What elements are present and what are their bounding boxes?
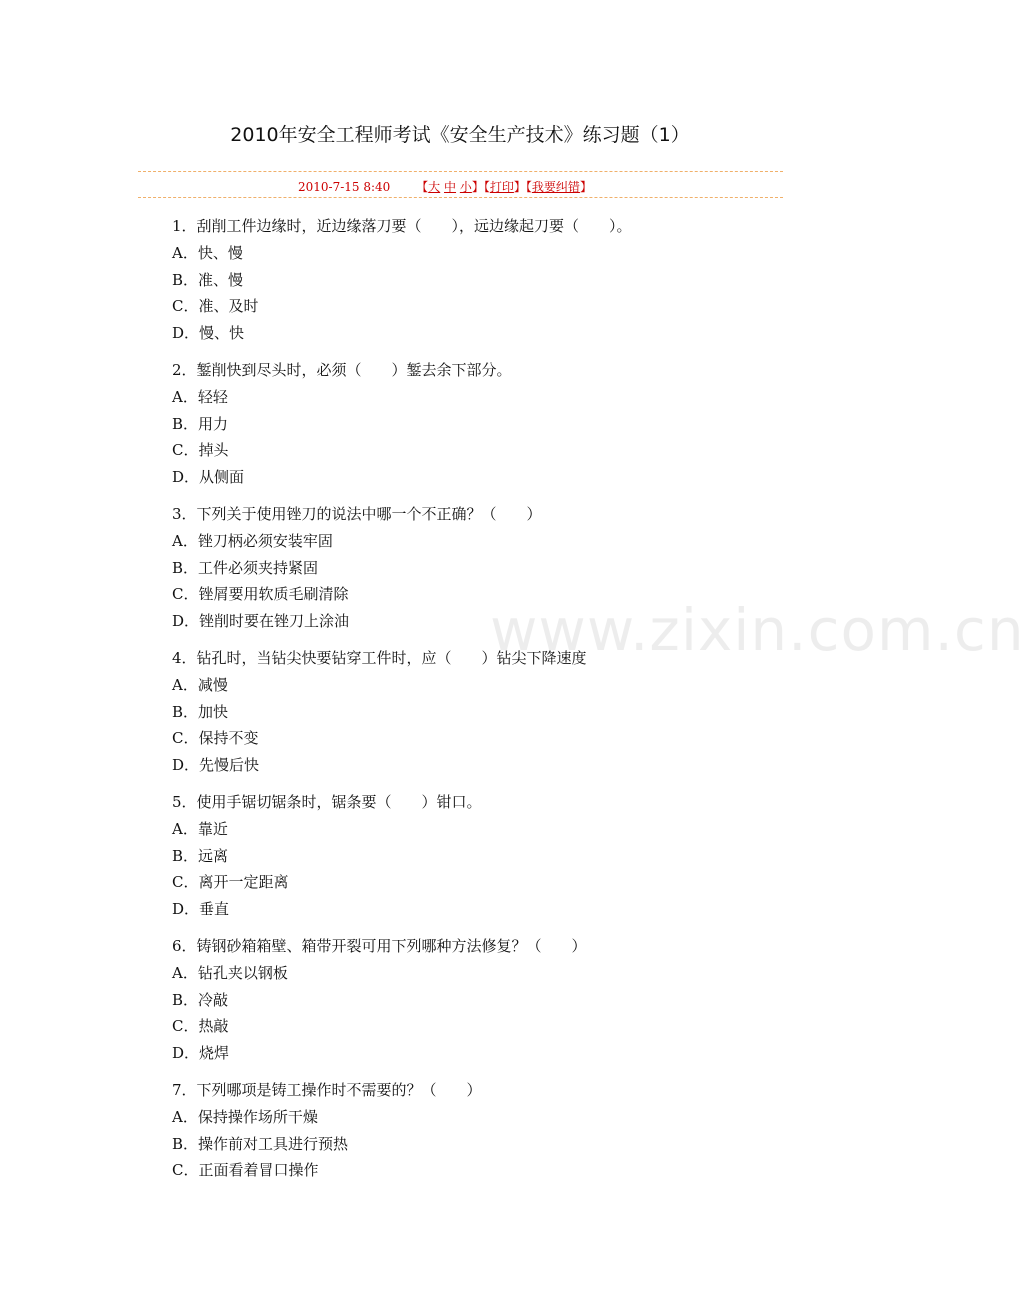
publish-date: 2010-7-15 8:40 [298,180,391,194]
watermark: www.zixin.com.cn [490,596,1025,664]
answer-option: C．正面看着冒口操作 [172,1161,319,1180]
bracket-close: 】【 [513,180,532,194]
answer-option: A．减慢 [172,675,228,694]
print-link[interactable]: 打印 [489,180,514,194]
question-block [172,501,772,635]
question-block [172,213,772,347]
answer-option: D．烧焊 [172,1044,230,1063]
answer-option: D．锉削时要在锉刀上涂油 [172,612,350,631]
question-block [172,1077,772,1184]
question-block [172,645,772,779]
answer-option: B．工件必须夹持紧固 [172,558,319,577]
question-block [172,789,772,923]
divider-top [138,171,783,172]
page-title: 2010年安全工程师考试《安全生产技术》练习题（1） [230,124,690,146]
answer-option: C．掉头 [172,441,229,460]
article-meta [298,178,592,196]
report-error-link[interactable]: 我要纠错 [531,180,580,194]
answer-option: A．钻孔夹以钢板 [172,963,288,982]
question-text: 3．下列关于使用锉刀的说法中哪一个不正确？（ ） [172,504,542,523]
answer-option: B．操作前对工具进行预热 [172,1134,349,1153]
answer-option: A．保持操作场所干燥 [172,1107,318,1126]
answer-option: A．轻轻 [172,387,228,406]
answer-option: B．冷敲 [172,990,229,1009]
question-block [172,357,772,491]
question-text: 2．錾削快到尽头时，必须（ ）錾去余下部分。 [172,360,512,379]
divider-bottom [138,197,783,198]
answer-option: D．慢、快 [172,324,245,343]
question-block [172,933,772,1067]
question-text: 1．刮削工件边缘时，近边缘落刀要（ ），远边缘起刀要（ ）。 [172,217,632,235]
answer-option: C．准、及时 [172,297,259,316]
question-text: 4．钻孔时，当钻尖快要钻穿工件时，应（ ）钻尖下降速度 [172,648,587,667]
font-size-medium-link[interactable]: 中 [444,180,457,194]
answer-option: C．热敲 [172,1017,229,1036]
question-list [172,213,772,1194]
answer-option: C．保持不变 [172,729,259,748]
answer-option: B．加快 [172,702,229,721]
bracket-close: 】 [579,180,592,194]
question-text: 7．下列哪项是铸工操作时不需要的？（ ） [172,1080,482,1099]
answer-option: C．离开一定距离 [172,873,289,892]
answer-option: D．从侧面 [172,468,245,487]
answer-option: D．垂直 [172,900,230,919]
bracket-close: 】【 [471,180,490,194]
font-size-small-link[interactable]: 小 [459,180,472,194]
answer-option: C．锉屑要用软质毛刷清除 [172,585,349,604]
font-size-large-link[interactable]: 大 [428,180,441,194]
answer-option: A．快、慢 [172,243,243,262]
answer-option: A．靠近 [172,819,228,838]
answer-option: D．先慢后快 [172,756,260,775]
answer-option: B．准、慢 [172,270,244,289]
answer-option: A．锉刀柄必须安装牢固 [172,531,333,550]
bracket-open: 【 [416,180,429,194]
answer-option: B．用力 [172,414,229,433]
question-text: 6．铸钢砂箱箱壁、箱带开裂可用下列哪种方法修复？（ ） [172,936,587,955]
answer-option: B．远离 [172,846,229,865]
question-text: 5．使用手锯切锯条时，锯条要（ ）钳口。 [172,792,482,811]
